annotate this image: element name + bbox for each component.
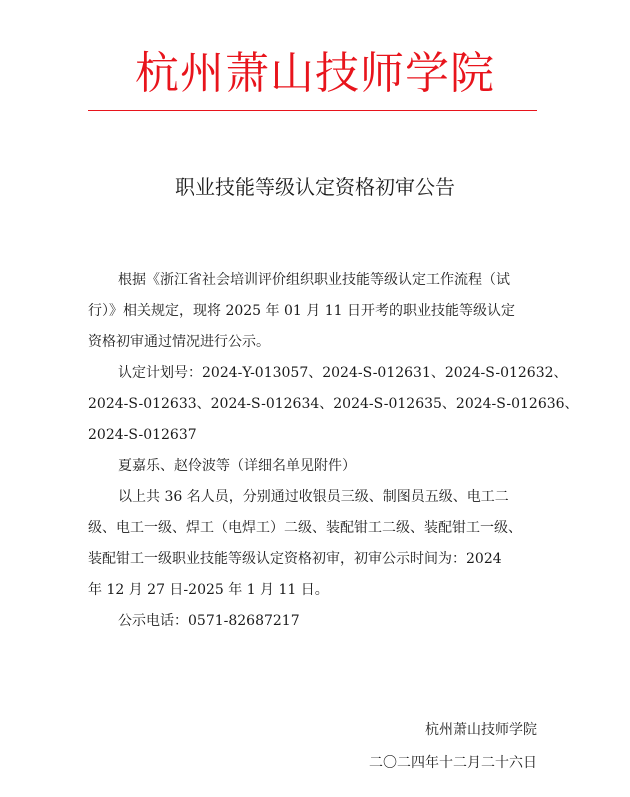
notice-body [88,265,579,637]
text-line: 认定计划号：2024-Y-013057、2024-S-012631、2024-S-012632、 [118,365,568,381]
signature-org: 杭州萧山技师学院 [425,722,537,738]
paragraph-phone [88,606,548,637]
text-line: 资格初审通过情况进行公示。 [88,334,270,350]
paragraph-summary [88,482,548,606]
text-line: 装配钳工一级职业技能等级认定资格初审，初审公示时间为：2024 [88,551,502,567]
signature-date: 二〇二四年十二月二十六日 [369,755,537,771]
notice-title: 职业技能等级认定资格初审公告 [175,175,455,199]
paragraph-regulation [88,265,548,358]
text-line: 2024-S-012633、2024-S-012634、2024-S-012635、2024-S-012636、 [88,396,579,412]
text-line: 夏嘉乐、赵伶波等（详细名单见附件） [118,458,356,474]
text-line: 2024-S-012637 [88,427,197,443]
text-line: 以上共 36 名人员，分别通过收银员三级、制图员五级、电工二 [118,489,509,505]
text-line: 级、电工一级、焊工（电焊工）二级、装配钳工二级、装配钳工一级、 [88,520,522,536]
text-line: 年 12 月 27 日-2025 年 1 月 11 日。 [88,582,329,598]
text-line: 根据《浙江省社会培训评价组织职业技能等级认定工作流程（试 [118,272,510,288]
text-line: 行）》相关规定，现将 2025 年 01 月 11 日开考的职业技能等级认定 [88,303,515,319]
school-name-header: 杭州萧山技师学院 [135,48,495,99]
header-divider [88,110,537,111]
paragraph-names [88,451,548,482]
paragraph-plan-numbers [88,358,579,451]
text-line: 公示电话：0571-82687217 [118,613,300,629]
